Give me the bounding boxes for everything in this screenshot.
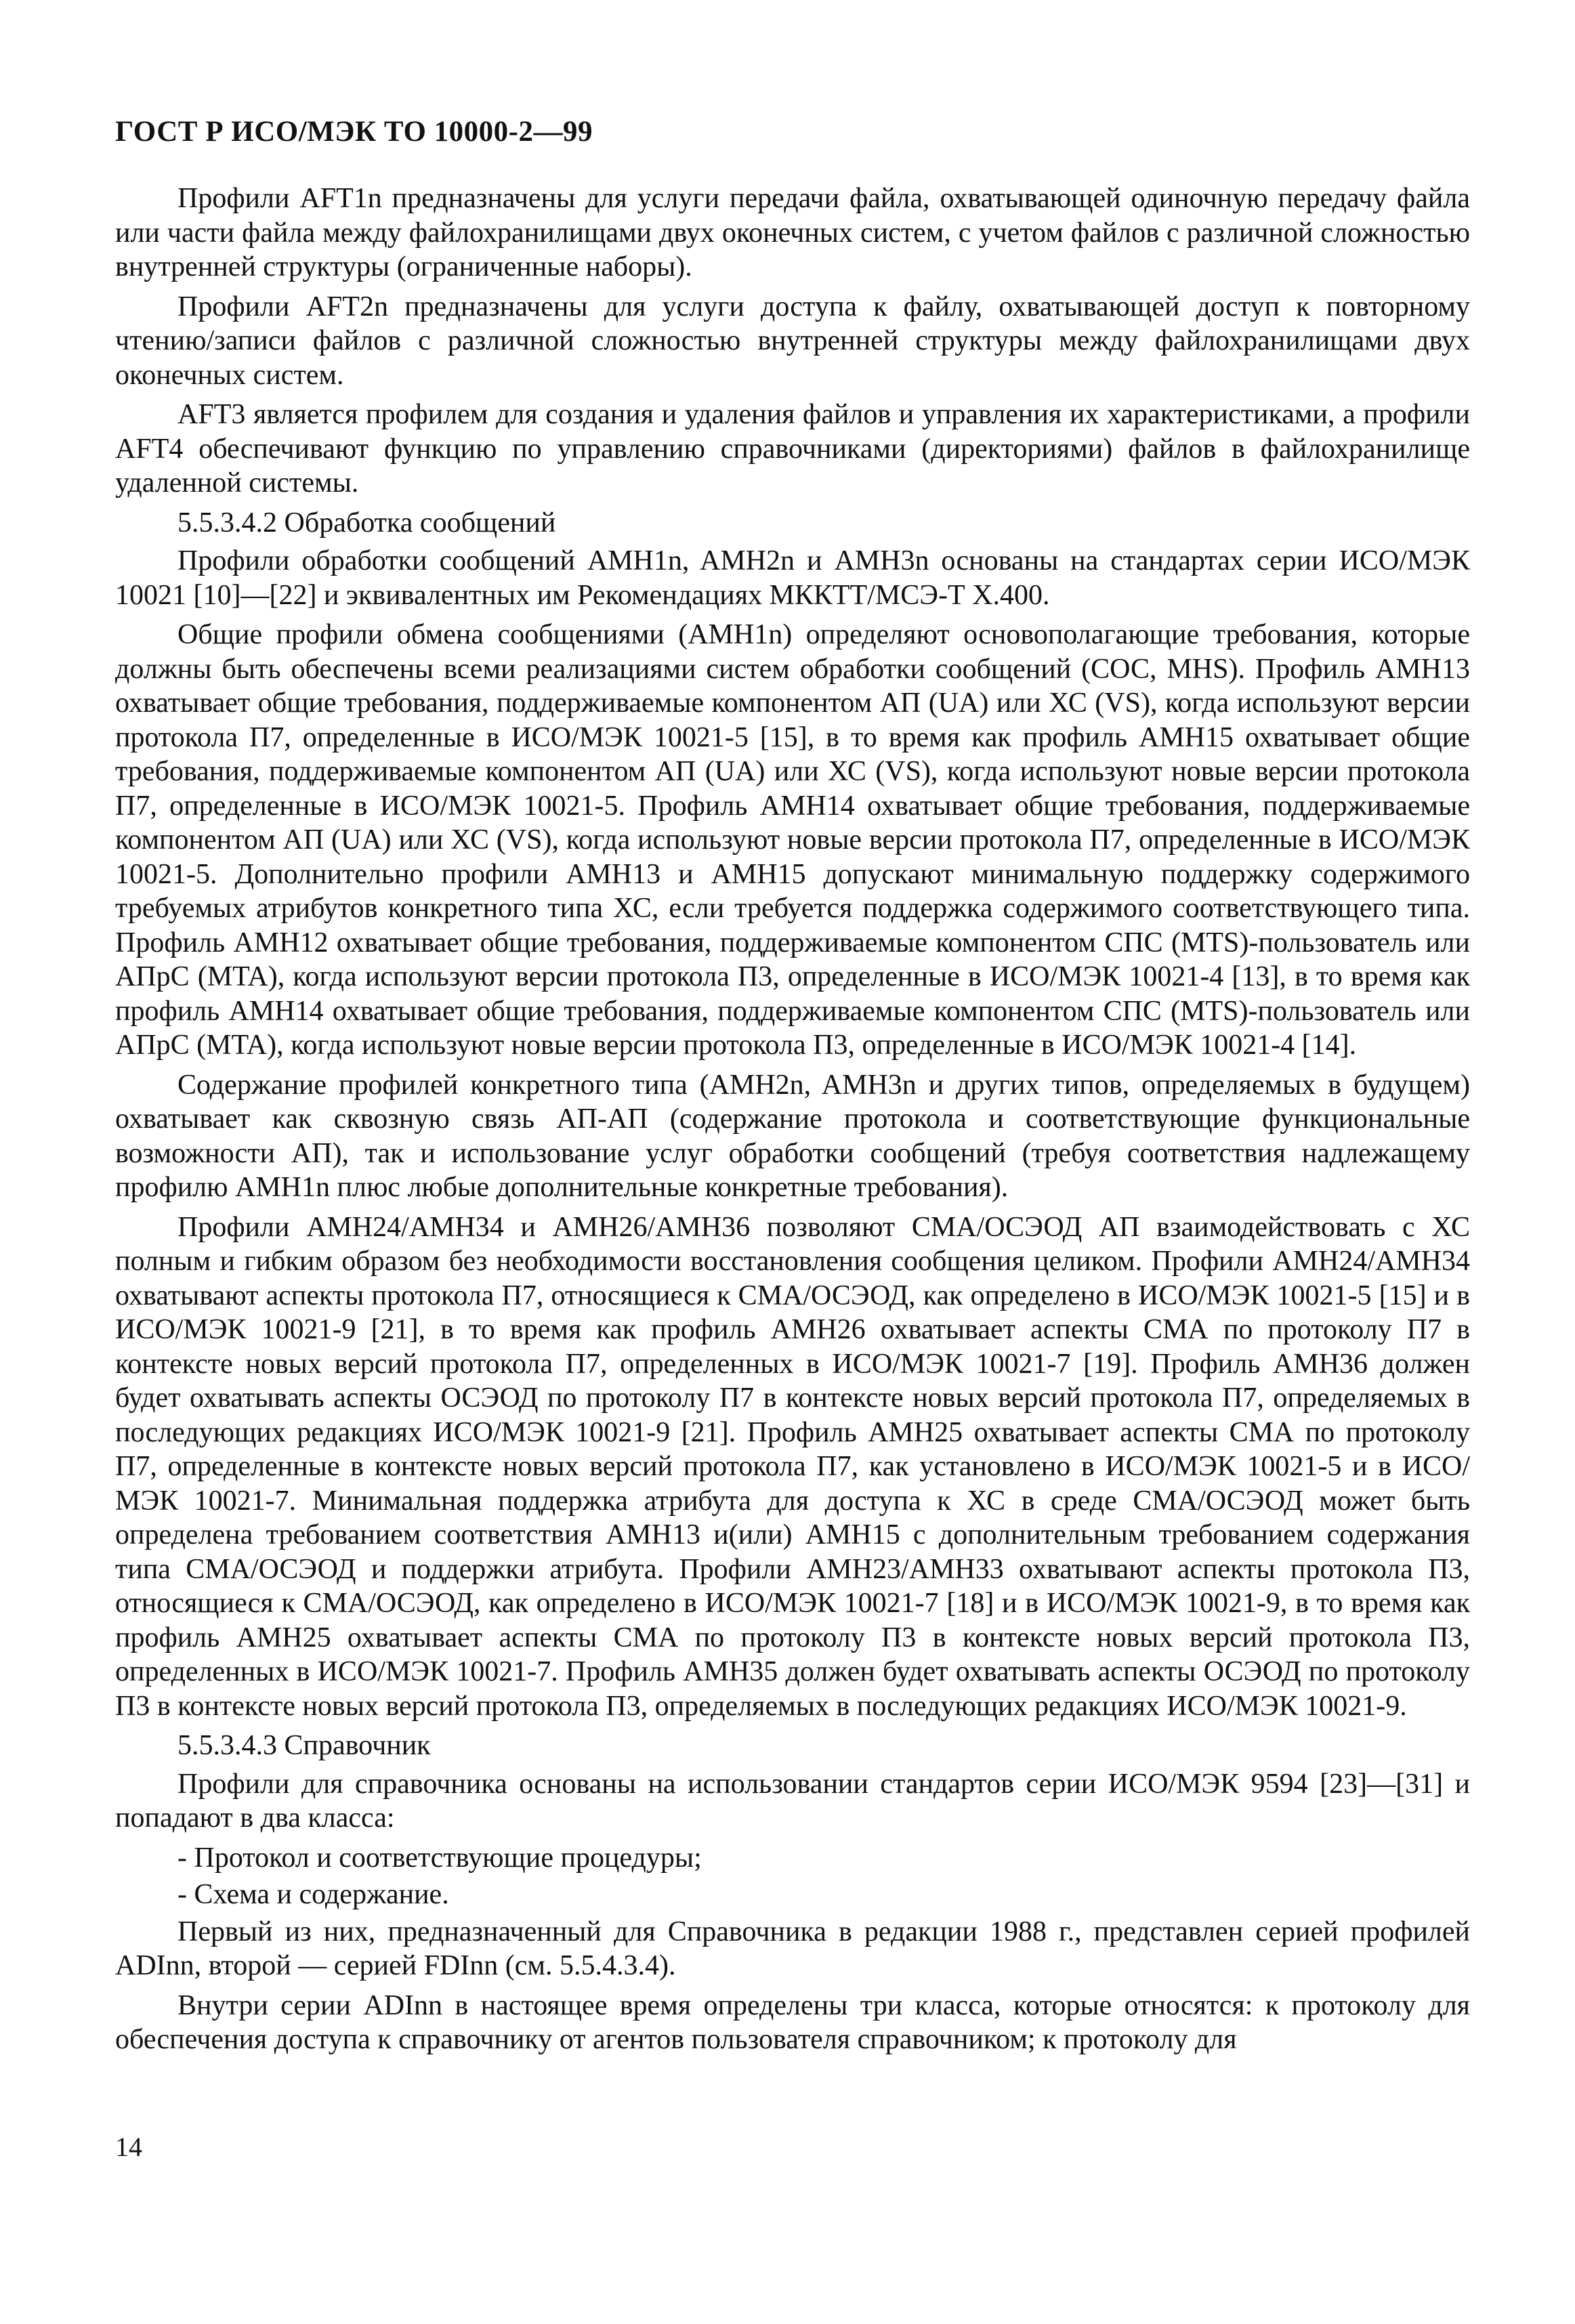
- page-number: 14: [115, 2132, 142, 2162]
- document-header: ГОСТ Р ИСО/МЭК ТО 10000-2—99: [115, 116, 593, 148]
- paragraph-aft2n: Профили AFT2n предназначены для услуги доступа к файлу, охватывающей доступ к повторному чтению/записи файлов с различной сложностью внутренней структуры между файлохранилищами двух оконечных систем.: [115, 291, 1470, 391]
- paragraph-amh1n: Общие профили обмена сообщениями (AMH1n) определяют основополагающие требования, которые должны быть обеспечены всеми реализациями систем обработки сообщений (СОС, MHS). Профиль AMH13 охватывает общие требования, поддерживаемые компонентом АП (UA) или ХС (VS), когда используют версии протокола П7, определенные в ИСО/МЭК 10021-5 [15], в то время как профиль AMH15 охватывает общие требования, поддерживаемые компонентом АП (UA) или ХС (VS), когда используют новые версии протокола П7, определенные в ИСО/МЭК 10021-5. Профиль AMH14 охватывает общие требования, поддерживаемые компонентом АП (UA) или ХС (VS), когда используют новые версии протокола П7, определенные в ИСО/МЭК 10021-5. Дополнительно профили AMH13 и AMH15 допускают минимальную поддержку содержимого требуемых атрибутов конкретного типа ХС, если требуется поддержка содержимого соответствующего типа. Профиль AMH12 охватывает общие требования, поддерживаемые компонентом СПС (MTS)-пользователь или АПрС (MTA), когда используют версии протокола П3, определенные в ИСО/МЭК 10021-4 [13], в то время как профиль AMH14 охватывает общие требования, поддерживаемые компонентом СПС (MTS)-пользователь или АПрС (MTA), когда используют новые версии протокола П3, определенные в ИСО/МЭК 10021-4 [14].: [115, 619, 1470, 1061]
- section-heading-directory: 5.5.3.4.3 Справочник: [177, 1730, 431, 1761]
- paragraph-first-class: Первый из них, предназначенный для Справочника в редакции 1988 г., представлен серией профилей ADInn, второй — серией FDInn (см. 5.5.4.3.4).: [115, 1916, 1470, 1981]
- paragraph-adinn: Внутри серии ADInn в настоящее время определены три класса, которые относятся: к протоколу для обеспечения доступа к справочнику от агентов пользователя справочником; к протоколу для: [115, 1989, 1470, 2055]
- paragraph-aft3: AFT3 является профилем для создания и удаления файлов и управления их характеристиками, а профили AFT4 обеспечивают функцию по управлению справочниками (директориями) файлов в файлохранилище удаленной системы.: [115, 399, 1470, 499]
- paragraph-specific-profiles: Содержание профилей конкретного типа (AMH2n, AMH3n и других типов, определяемых в будущем) охватывает как сквозную связь АП-АП (содержание протокола и соответствующие функциональные возможности АП), так и использование услуг обработки сообщений (требуя соответствия надлежащему профилю AMH1n плюс любые дополнительные конкретные требования).: [115, 1069, 1470, 1203]
- list-item: - Протокол и соответствующие процедуры;: [177, 1842, 702, 1874]
- section-heading-messaging: 5.5.3.4.2 Обработка сообщений: [177, 507, 556, 538]
- paragraph-amh-profiles: Профили обработки сообщений AMH1n, AMH2n и AMH3n основаны на стандартах серии ИСО/МЭК 10021 [10]—[22] и эквивалентных им Рекомендациях МККТТ/МСЭ-Т X.400.: [115, 545, 1470, 611]
- paragraph-directory-profiles: Профили для справочника основаны на использовании стандартов серии ИСО/МЭК 9594 [23]—[31] и попадают в два класса:: [115, 1768, 1470, 1834]
- paragraph-amh24: Профили AMH24/AMH34 и AMH26/AMH36 позволяют СМА/ОСЭОД АП взаимодействовать с ХС полным и гибким образом без необходимости восстановления сообщения целиком. Профили AMH24/AMH34 охватывают аспекты протокола П7, относящиеся к СМА/ОСЭОД, как определено в ИСО/МЭК 10021-5 [15] и в ИСО/МЭК 10021-9 [21], в то время как профиль AMH26 охватывает аспекты СМА по протоколу П7 в контексте новых версий протокола П7, определенных в ИСО/МЭК 10021-7 [19]. Профиль AMH36 должен будет охватывать аспекты ОСЭОД по протоколу П7 в контексте новых версий протокола П7, определяемых в последующих редакциях ИСО/МЭК 10021-9 [21]. Профиль AMH25 охватывает аспекты СМА по протоколу П7, определенные в контексте новых версий протокола П7, как установлено в ИСО/МЭК 10021-5 и в ИСО/МЭК 10021-7. Минимальная поддержка атрибута для доступа к ХС в среде СМА/ОСЭОД может быть определена требованием соответствия AMH13 и(или) AMH15 с дополнительным требованием содержания типа СМА/ОСЭОД и поддержки атрибута. Профили AMH23/AMH33 охватывают аспекты протокола П3, относящиеся к СМА/ОСЭОД, как определено в ИСО/МЭК 10021-7 [18] и в ИСО/МЭК 10021-9, в то время как профиль AMH25 охватывает аспекты СМА по протоколу П3 в контексте новых версий протокола П3, определенных в ИСО/МЭК 10021-7. Профиль AMH35 должен будет охватывать аспекты ОСЭОД по протоколу П3 в контексте новых версий протокола П3, определяемых в последующих редакциях ИСО/МЭК 10021-9.: [115, 1211, 1470, 1722]
- paragraph-aft1n: Профили AFT1n предназначены для услуги передачи файла, охватывающей одиночную передачу файла или части файла между файлохранилищами двух оконечных систем, с учетом файлов с различной сложностью внутренней структуры (ограниченные наборы).: [115, 183, 1470, 282]
- list-item: - Схема и содержание.: [177, 1879, 449, 1910]
- document-body: [115, 182, 1470, 2063]
